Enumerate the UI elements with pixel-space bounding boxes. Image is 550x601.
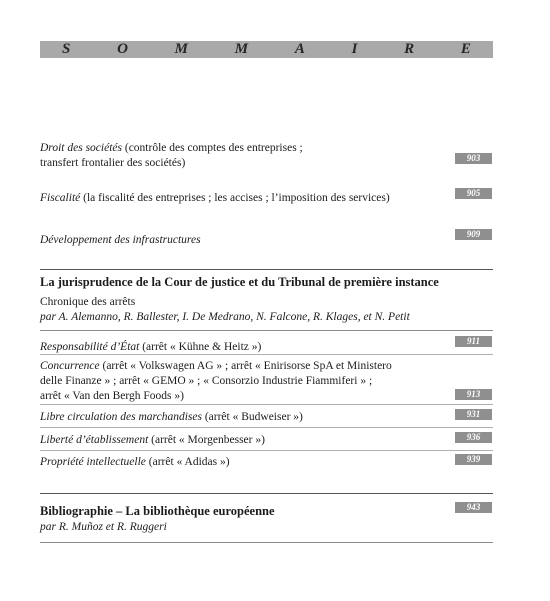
- banner-letter: R: [404, 41, 415, 57]
- banner-letter: I: [351, 41, 358, 57]
- entry-detail-line2: delle Finanze » ; arrêt « GEMO » ; « Consorzio Industrie Fiammiferi » ;: [40, 375, 373, 387]
- page-number-badge: 939: [455, 454, 492, 465]
- entry-title: Droit des sociétés: [40, 142, 122, 154]
- page-number-badge: 911: [455, 336, 492, 347]
- page-number-badge: 903: [455, 153, 492, 164]
- page-number-badge: 913: [455, 389, 492, 400]
- toc-entry-developpement: [40, 233, 420, 248]
- entry-detail: (arrêt « Volkswagen AG » ; arrêt « Enirisorse SpA et Ministero: [99, 360, 392, 372]
- entry-detail-line2: transfert frontalier des sociétés): [40, 157, 186, 169]
- entry-title: Propriété intellectuelle: [40, 456, 146, 468]
- entry-detail: (la fiscalité des entreprises ; les accises ; l’imposition des services): [80, 192, 390, 204]
- toc-entry-droit-societes: [40, 141, 420, 171]
- entry-detail-line3: arrêt « Van den Bergh Foods »): [40, 390, 184, 402]
- entry-title: Libre circulation des marchandises: [40, 411, 202, 423]
- entry-title: Fiscalité: [40, 192, 81, 204]
- section-subheading: Chronique des arrêts: [40, 296, 136, 308]
- section-divider: [40, 269, 493, 270]
- section-authors: par A. Alemanno, R. Ballester, I. De Medrano, N. Falcone, R. Klages, et N. Petit: [40, 311, 410, 323]
- toc-entry-libre-circulation: [40, 410, 420, 425]
- entry-detail: (arrêt « Morgenbesser »): [148, 434, 265, 446]
- entry-detail: (contrôle des comptes des entreprises ;: [121, 142, 303, 154]
- entry-detail: (arrêt « Budweiser »): [201, 411, 303, 423]
- banner-letter: S: [62, 41, 71, 57]
- banner-letter: A: [294, 41, 305, 57]
- sommaire-banner: [40, 41, 493, 58]
- toc-entry-responsabilite: [40, 340, 420, 355]
- entry-detail: (arrêt « Kühne & Heitz »): [139, 341, 262, 353]
- entry-divider: [40, 427, 493, 428]
- page-number-badge: 943: [455, 502, 492, 513]
- toc-entry-fiscalite: [40, 191, 450, 206]
- entry-detail: (arrêt « Adidas »): [145, 456, 230, 468]
- entry-title: Développement des infrastructures: [40, 234, 201, 246]
- banner-letter: E: [460, 41, 471, 57]
- section-divider: [40, 330, 493, 331]
- entry-divider: [40, 354, 493, 355]
- entry-divider: [40, 404, 493, 405]
- entry-title: Responsabilité d’État: [40, 341, 140, 353]
- entry-title: Concurrence: [40, 360, 100, 372]
- toc-entry-concurrence: [40, 359, 450, 404]
- entry-divider: [40, 450, 493, 451]
- page-number-badge: 909: [455, 229, 492, 240]
- banner-letter: M: [234, 41, 249, 57]
- toc-entry-liberte-etablissement: [40, 433, 420, 448]
- page-number-badge: 931: [455, 409, 492, 420]
- section-divider: [40, 493, 493, 494]
- entry-title: Liberté d’établissement: [40, 434, 149, 446]
- page-number-badge: 905: [455, 188, 492, 199]
- section-authors: par R. Muñoz et R. Ruggeri: [40, 521, 167, 533]
- section-divider: [40, 542, 493, 543]
- page-number-badge: 936: [455, 432, 492, 443]
- section-heading-jurisprudence: La jurisprudence de la Cour de justice et du Tribunal de première instance: [40, 275, 439, 289]
- banner-letter: M: [174, 41, 188, 57]
- toc-entry-propriete-intellectuelle: [40, 455, 420, 470]
- section-heading-bibliographie: Bibliographie – La bibliothèque européenne: [40, 504, 275, 518]
- banner-letter: O: [117, 41, 128, 57]
